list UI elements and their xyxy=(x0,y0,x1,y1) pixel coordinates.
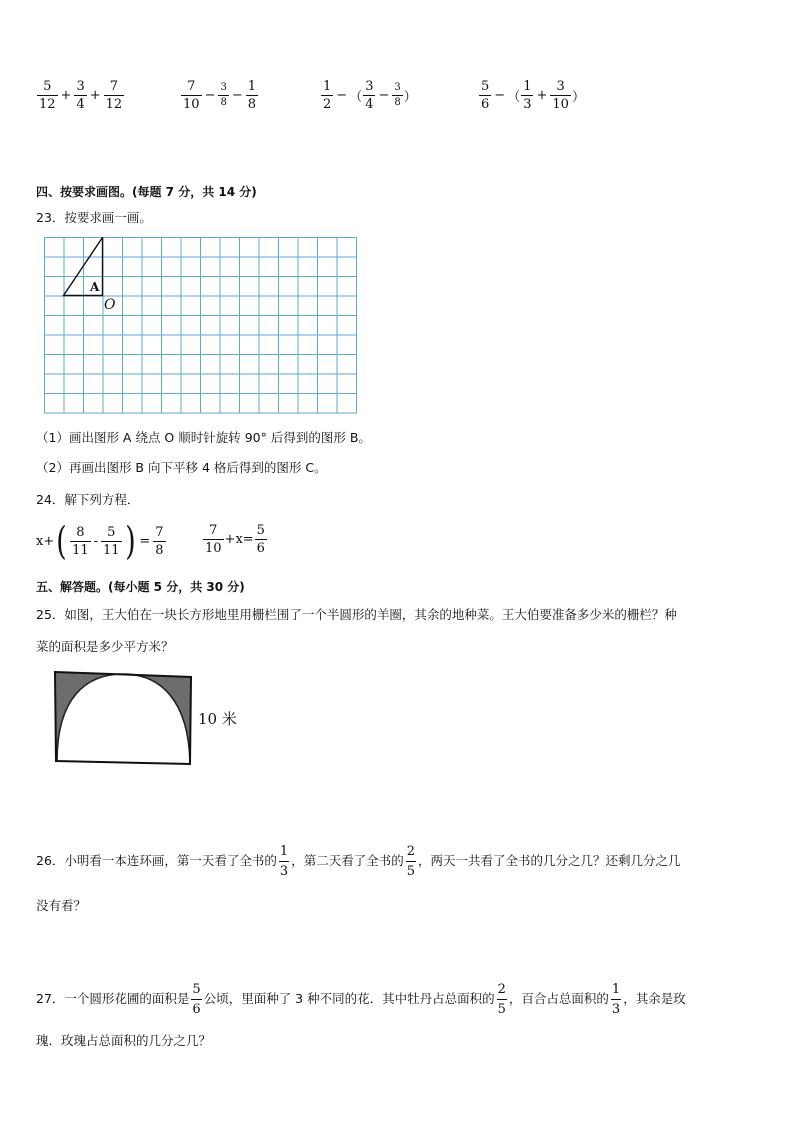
question-26-line-1 xyxy=(36,845,681,878)
fraction: $\frac{3}{8}$ xyxy=(220,82,227,108)
fraction: $\frac{1}{3}$ xyxy=(611,982,621,1017)
calc-expression-4 xyxy=(478,80,585,111)
operator: + xyxy=(89,88,101,103)
fraction: $\frac{3}{10}$ xyxy=(552,79,569,112)
calc-expression-1 xyxy=(36,80,125,111)
rectangle-semicircle-figure xyxy=(50,668,250,770)
label-o: O xyxy=(104,297,116,313)
section-5-heading: 五、解答题。(每小题 5 分，共 30 分) xyxy=(36,580,245,594)
operator: − xyxy=(231,88,243,103)
fraction: $\frac{2}{5}$ xyxy=(406,844,415,879)
fraction: $\frac{7}{10}$ xyxy=(183,79,200,112)
fraction: $\frac{3}{8}$ xyxy=(394,82,401,108)
operator: − xyxy=(378,88,390,103)
operator: − xyxy=(336,88,348,103)
fraction: $\frac{5}{11}$ xyxy=(103,524,120,558)
question-25-line-2: 菜的面积是多少平方米？ xyxy=(36,639,174,654)
question-26-text-c: ，两天一共看了全书的几分之几？还剩几分之几 xyxy=(418,853,681,868)
grid-figure xyxy=(44,237,360,415)
operator: - xyxy=(93,533,99,549)
left-paren: （ xyxy=(507,90,521,105)
calc-expression-2 xyxy=(180,80,259,111)
fraction: $\frac{5}{6}$ xyxy=(481,79,490,112)
fraction: $\frac{3}{4}$ xyxy=(365,79,374,112)
question-26-line-2: 没有看？ xyxy=(36,898,87,913)
question-27-text-b: 公顷，里面种了 3 种不同的花．其中牡丹占总面积的 xyxy=(203,991,495,1006)
question-23: 23．按要求画一画。 xyxy=(36,210,152,225)
operator: − xyxy=(204,88,216,103)
left-paren: （ xyxy=(349,90,363,105)
left-paren: ( xyxy=(56,519,67,563)
operator: = xyxy=(139,533,151,549)
operator: +x= xyxy=(224,532,254,547)
question-25-line-1: 25．如图，王大伯在一块长方形地里用栅栏围了一个半圆形的羊圈，其余的地种菜。王大伯要准备多少米的栅栏？种 xyxy=(36,607,677,622)
fraction: $\frac{1}{2}$ xyxy=(323,79,332,112)
right-paren: ） xyxy=(571,90,585,105)
question-27-text-a: 27．一个圆形花圃的面积是 xyxy=(36,991,190,1006)
figure-label-10m: 10 米 xyxy=(198,710,237,728)
question-27-text-d: ，其余是玫 xyxy=(623,991,686,1006)
right-paren: ） xyxy=(403,90,417,105)
fraction: $\frac{1}{3}$ xyxy=(523,79,532,112)
fraction: $\frac{7}{10}$ xyxy=(205,523,222,556)
fraction: $\frac{5}{6}$ xyxy=(192,982,201,1017)
equation-2 xyxy=(202,524,268,555)
label-a: A xyxy=(90,280,100,294)
fraction: $\frac{7}{8}$ xyxy=(155,524,164,558)
operator: + xyxy=(60,88,72,103)
grid-lines xyxy=(45,238,357,414)
right-paren: ) xyxy=(124,519,136,563)
fraction: $\frac{1}{8}$ xyxy=(247,79,257,112)
question-27-text-c: ，百合占总面积的 xyxy=(508,991,609,1006)
fraction: $\frac{8}{11}$ xyxy=(72,524,89,558)
question-27-line-2: 瑰．玫瑰占总面积的几分之几？ xyxy=(36,1033,212,1048)
question-27-line-1 xyxy=(36,983,686,1016)
eq-x: x+ xyxy=(36,533,55,549)
question-23-part-2: （2）再画出图形 B 向下平移 4 格后得到的图形 C。 xyxy=(36,460,327,475)
fraction: $\frac{3}{4}$ xyxy=(76,79,85,112)
question-23-part-1: （1）画出图形 A 绕点 O 顺时针旋转 90° 后得到的图形 B。 xyxy=(36,430,371,445)
question-26-text-a: 26．小明看一本连环画，第一天看了全书的 xyxy=(36,853,277,868)
fraction: $\frac{2}{5}$ xyxy=(497,982,506,1017)
question-24: 24．解下列方程． xyxy=(36,492,140,507)
fraction: $\frac{1}{3}$ xyxy=(279,844,289,879)
fraction: $\frac{5}{6}$ xyxy=(256,523,265,556)
fraction: $\frac{5}{12}$ xyxy=(39,79,56,112)
operator: + xyxy=(536,88,548,103)
equation-1 xyxy=(36,519,167,563)
calc-expression-3 xyxy=(320,80,417,111)
question-26-text-b: ，第二天看了全书的 xyxy=(291,853,404,868)
operator: − xyxy=(494,88,506,103)
fraction: $\frac{7}{12}$ xyxy=(105,79,123,112)
section-4-heading: 四、按要求画图。(每题 7 分，共 14 分) xyxy=(36,185,257,199)
